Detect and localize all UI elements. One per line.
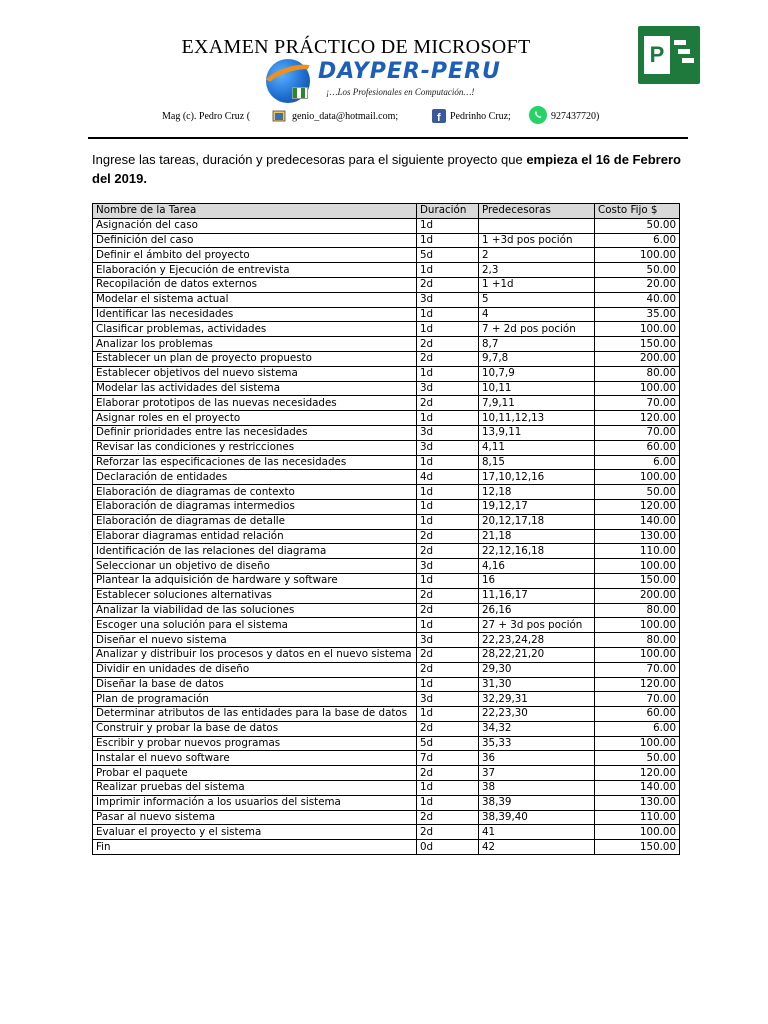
cell-predecessors: 22,23,30	[479, 707, 595, 722]
cell-predecessors: 16	[479, 573, 595, 588]
table-row	[93, 366, 680, 381]
cell-duration: 2d	[417, 277, 479, 292]
table-row	[93, 781, 680, 796]
cell-predecessors: 31,30	[479, 677, 595, 692]
cell-predecessors: 37	[479, 766, 595, 781]
cell-predecessors: 36	[479, 751, 595, 766]
cell-duration: 1d	[417, 263, 479, 278]
cell-task-name: Escoger una solución para el sistema	[93, 618, 417, 633]
cell-fixed-cost: 100.00	[595, 736, 680, 751]
cell-task-name: Elaborar prototipos de las nuevas necesidades	[93, 396, 417, 411]
cell-duration: 4d	[417, 470, 479, 485]
task-table	[92, 203, 680, 855]
table-row	[93, 307, 680, 322]
table-row	[93, 248, 680, 263]
table-row	[93, 277, 680, 292]
cell-task-name: Declaración de entidades	[93, 470, 417, 485]
cell-task-name: Evaluar el proyecto y el sistema	[93, 825, 417, 840]
cell-fixed-cost: 50.00	[595, 263, 680, 278]
page-title: EXAMEN PRÁCTICO DE MICROSOFT	[181, 36, 531, 58]
cell-fixed-cost: 100.00	[595, 248, 680, 263]
app-icon-letter: P	[644, 36, 670, 74]
table-row	[93, 662, 680, 677]
cell-fixed-cost: 140.00	[595, 781, 680, 796]
cell-fixed-cost: 70.00	[595, 692, 680, 707]
cell-duration: 1d	[417, 514, 479, 529]
whatsapp-icon	[528, 105, 548, 125]
cell-task-name: Definir el ámbito del proyecto	[93, 248, 417, 263]
table-row	[93, 603, 680, 618]
cell-task-name: Analizar y distribuir los procesos y datos en el nuevo sistema	[93, 647, 417, 662]
table-row	[93, 751, 680, 766]
table-row	[93, 840, 680, 855]
cell-predecessors: 9,7,8	[479, 351, 595, 366]
cell-predecessors: 26,16	[479, 603, 595, 618]
cell-fixed-cost: 200.00	[595, 588, 680, 603]
table-row	[93, 514, 680, 529]
cell-task-name: Clasificar problemas, actividades	[93, 322, 417, 337]
cell-task-name: Revisar las condiciones y restricciones	[93, 440, 417, 455]
cell-fixed-cost: 50.00	[595, 485, 680, 500]
cell-predecessors: 7 + 2d pos poción	[479, 322, 595, 337]
table-row	[93, 573, 680, 588]
table-row	[93, 411, 680, 426]
cell-duration: 7d	[417, 751, 479, 766]
cell-predecessors: 4,11	[479, 440, 595, 455]
table-row	[93, 692, 680, 707]
cell-task-name: Definir prioridades entre las necesidades	[93, 425, 417, 440]
cell-fixed-cost: 100.00	[595, 647, 680, 662]
contact-email: genio_data@hotmail.com;	[292, 111, 399, 122]
header-fixed-cost: Costo Fijo $	[595, 204, 680, 219]
cell-predecessors: 38	[479, 781, 595, 796]
cell-duration: 3d	[417, 559, 479, 574]
cell-predecessors: 34,32	[479, 721, 595, 736]
cell-task-name: Establecer soluciones alternativas	[93, 588, 417, 603]
cell-fixed-cost: 110.00	[595, 810, 680, 825]
cell-fixed-cost: 35.00	[595, 307, 680, 322]
cell-predecessors: 1 +3d pos poción	[479, 233, 595, 248]
cell-duration: 3d	[417, 381, 479, 396]
header-divider	[88, 137, 688, 139]
cell-task-name: Elaboración de diagramas de detalle	[93, 514, 417, 529]
cell-predecessors: 4	[479, 307, 595, 322]
svg-text:f: f	[437, 112, 441, 123]
cell-task-name: Determinar atributos de las entidades para la base de datos	[93, 707, 417, 722]
cell-fixed-cost: 150.00	[595, 573, 680, 588]
cell-task-name: Elaborar diagramas entidad relación	[93, 529, 417, 544]
cell-duration: 3d	[417, 425, 479, 440]
table-row	[93, 559, 680, 574]
cell-duration: 1d	[417, 218, 479, 233]
cell-predecessors: 12,18	[479, 485, 595, 500]
header-duration: Duración	[417, 204, 479, 219]
cell-fixed-cost: 6.00	[595, 233, 680, 248]
cell-task-name: Elaboración de diagramas intermedios	[93, 499, 417, 514]
logo-tagline: ¡…Los Profesionales en Computación…!	[326, 87, 475, 97]
cell-fixed-cost: 100.00	[595, 825, 680, 840]
table-row	[93, 647, 680, 662]
cell-task-name: Recopilación de datos externos	[93, 277, 417, 292]
cell-fixed-cost: 130.00	[595, 795, 680, 810]
cell-predecessors: 17,10,12,16	[479, 470, 595, 485]
table-row	[93, 499, 680, 514]
cell-task-name: Definición del caso	[93, 233, 417, 248]
contact-phone: 927437720)	[551, 111, 600, 122]
cell-task-name: Fin	[93, 840, 417, 855]
cell-task-name: Elaboración de diagramas de contexto	[93, 485, 417, 500]
cell-duration: 3d	[417, 692, 479, 707]
microsoft-project-icon	[638, 26, 700, 84]
cell-fixed-cost: 200.00	[595, 351, 680, 366]
cell-task-name: Analizar la viabilidad de las soluciones	[93, 603, 417, 618]
table-row	[93, 618, 680, 633]
cell-task-name: Instalar el nuevo software	[93, 751, 417, 766]
cell-duration: 1d	[417, 455, 479, 470]
contact-author: Mag (c). Pedro Cruz (	[162, 111, 251, 122]
cell-fixed-cost: 130.00	[595, 529, 680, 544]
cell-task-name: Dividir en unidades de diseño	[93, 662, 417, 677]
cell-predecessors: 22,12,16,18	[479, 544, 595, 559]
cell-fixed-cost: 100.00	[595, 618, 680, 633]
cell-predecessors: 8,7	[479, 337, 595, 352]
cell-duration: 0d	[417, 840, 479, 855]
table-row	[93, 529, 680, 544]
cell-duration: 3d	[417, 633, 479, 648]
table-row	[93, 721, 680, 736]
cell-duration: 1d	[417, 618, 479, 633]
dayper-peru-logo	[262, 57, 512, 105]
table-row	[93, 470, 680, 485]
cell-predecessors: 20,12,17,18	[479, 514, 595, 529]
flag-icon	[292, 87, 308, 99]
table-row	[93, 337, 680, 352]
cell-predecessors	[479, 218, 595, 233]
cell-duration: 2d	[417, 603, 479, 618]
cell-fixed-cost: 80.00	[595, 366, 680, 381]
cell-predecessors: 10,11,12,13	[479, 411, 595, 426]
cell-duration: 5d	[417, 736, 479, 751]
email-icon	[272, 109, 286, 123]
cell-duration: 5d	[417, 248, 479, 263]
cell-duration: 2d	[417, 647, 479, 662]
cell-duration: 3d	[417, 292, 479, 307]
cell-duration: 1d	[417, 307, 479, 322]
cell-predecessors: 1 +1d	[479, 277, 595, 292]
table-row	[93, 795, 680, 810]
cell-fixed-cost: 140.00	[595, 514, 680, 529]
cell-duration: 1d	[417, 781, 479, 796]
cell-task-name: Probar el paquete	[93, 766, 417, 781]
instructions	[92, 150, 682, 188]
cell-task-name: Reforzar las especificaciones de las necesidades	[93, 455, 417, 470]
cell-predecessors: 4,16	[479, 559, 595, 574]
cell-predecessors: 8,15	[479, 455, 595, 470]
cell-task-name: Establecer un plan de proyecto propuesto	[93, 351, 417, 366]
cell-task-name: Asignar roles en el proyecto	[93, 411, 417, 426]
table-row	[93, 322, 680, 337]
cell-predecessors: 19,12,17	[479, 499, 595, 514]
table-row	[93, 766, 680, 781]
table-row	[93, 455, 680, 470]
table-row	[93, 736, 680, 751]
cell-predecessors: 11,16,17	[479, 588, 595, 603]
cell-task-name: Modelar las actividades del sistema	[93, 381, 417, 396]
cell-task-name: Identificar las necesidades	[93, 307, 417, 322]
cell-duration: 2d	[417, 766, 479, 781]
cell-predecessors: 2	[479, 248, 595, 263]
cell-task-name: Diseñar el nuevo sistema	[93, 633, 417, 648]
cell-fixed-cost: 40.00	[595, 292, 680, 307]
cell-fixed-cost: 60.00	[595, 707, 680, 722]
table-row	[93, 218, 680, 233]
cell-task-name: Diseñar la base de datos	[93, 677, 417, 692]
table-row	[93, 292, 680, 307]
instructions-bold: empieza el 16 de Febrero del 2019.	[92, 152, 681, 186]
cell-fixed-cost: 120.00	[595, 677, 680, 692]
cell-task-name: Asignación del caso	[93, 218, 417, 233]
cell-predecessors: 27 + 3d pos poción	[479, 618, 595, 633]
cell-predecessors: 32,29,31	[479, 692, 595, 707]
cell-fixed-cost: 120.00	[595, 411, 680, 426]
cell-fixed-cost: 50.00	[595, 751, 680, 766]
table-header-row	[93, 204, 680, 219]
table-row	[93, 381, 680, 396]
cell-fixed-cost: 150.00	[595, 337, 680, 352]
cell-duration: 1d	[417, 499, 479, 514]
cell-predecessors: 13,9,11	[479, 425, 595, 440]
cell-fixed-cost: 6.00	[595, 455, 680, 470]
cell-duration: 1d	[417, 485, 479, 500]
cell-fixed-cost: 100.00	[595, 381, 680, 396]
cell-duration: 1d	[417, 707, 479, 722]
cell-predecessors: 38,39	[479, 795, 595, 810]
cell-task-name: Establecer objetivos del nuevo sistema	[93, 366, 417, 381]
table-row	[93, 810, 680, 825]
cell-duration: 1d	[417, 233, 479, 248]
cell-fixed-cost: 100.00	[595, 322, 680, 337]
cell-task-name: Plantear la adquisición de hardware y software	[93, 573, 417, 588]
cell-predecessors: 5	[479, 292, 595, 307]
header-task-name: Nombre de la Tarea	[93, 204, 417, 219]
cell-fixed-cost: 110.00	[595, 544, 680, 559]
cell-predecessors: 21,18	[479, 529, 595, 544]
cell-fixed-cost: 150.00	[595, 840, 680, 855]
cell-fixed-cost: 20.00	[595, 277, 680, 292]
cell-fixed-cost: 100.00	[595, 559, 680, 574]
cell-duration: 1d	[417, 366, 479, 381]
cell-fixed-cost: 120.00	[595, 766, 680, 781]
cell-predecessors: 41	[479, 825, 595, 840]
cell-fixed-cost: 70.00	[595, 662, 680, 677]
cell-fixed-cost: 80.00	[595, 633, 680, 648]
cell-fixed-cost: 50.00	[595, 218, 680, 233]
table-row	[93, 825, 680, 840]
table-row	[93, 707, 680, 722]
cell-fixed-cost: 100.00	[595, 470, 680, 485]
cell-fixed-cost: 70.00	[595, 425, 680, 440]
table-row	[93, 544, 680, 559]
table-row	[93, 440, 680, 455]
cell-duration: 2d	[417, 396, 479, 411]
cell-fixed-cost: 80.00	[595, 603, 680, 618]
header-predecessors: Predecesoras	[479, 204, 595, 219]
cell-duration: 1d	[417, 322, 479, 337]
cell-duration: 2d	[417, 351, 479, 366]
cell-fixed-cost: 70.00	[595, 396, 680, 411]
cell-duration: 2d	[417, 721, 479, 736]
cell-predecessors: 38,39,40	[479, 810, 595, 825]
cell-duration: 2d	[417, 529, 479, 544]
cell-task-name: Escribir y probar nuevos programas	[93, 736, 417, 751]
table-row	[93, 588, 680, 603]
cell-duration: 1d	[417, 677, 479, 692]
cell-predecessors: 29,30	[479, 662, 595, 677]
cell-predecessors: 28,22,21,20	[479, 647, 595, 662]
cell-fixed-cost: 120.00	[595, 499, 680, 514]
table-row	[93, 396, 680, 411]
contact-facebook: Pedrinho Cruz;	[450, 111, 511, 122]
cell-task-name: Elaboración y Ejecución de entrevista	[93, 263, 417, 278]
cell-predecessors: 22,23,24,28	[479, 633, 595, 648]
facebook-icon	[432, 109, 446, 123]
cell-task-name: Seleccionar un objetivo de diseño	[93, 559, 417, 574]
table-row	[93, 677, 680, 692]
cell-duration: 2d	[417, 825, 479, 840]
cell-duration: 2d	[417, 544, 479, 559]
cell-task-name: Construir y probar la base de datos	[93, 721, 417, 736]
cell-predecessors: 10,11	[479, 381, 595, 396]
cell-fixed-cost: 6.00	[595, 721, 680, 736]
cell-duration: 2d	[417, 662, 479, 677]
cell-predecessors: 7,9,11	[479, 396, 595, 411]
cell-duration: 2d	[417, 588, 479, 603]
cell-duration: 1d	[417, 795, 479, 810]
cell-predecessors: 42	[479, 840, 595, 855]
table-row	[93, 485, 680, 500]
cell-predecessors: 35,33	[479, 736, 595, 751]
cell-duration: 2d	[417, 810, 479, 825]
cell-task-name: Realizar pruebas del sistema	[93, 781, 417, 796]
cell-task-name: Plan de programación	[93, 692, 417, 707]
table-row	[93, 263, 680, 278]
table-row	[93, 425, 680, 440]
cell-task-name: Modelar el sistema actual	[93, 292, 417, 307]
table-row	[93, 633, 680, 648]
logo-name: DAYPER-PERU	[318, 59, 501, 84]
cell-predecessors: 10,7,9	[479, 366, 595, 381]
cell-duration: 1d	[417, 573, 479, 588]
cell-duration: 3d	[417, 440, 479, 455]
cell-task-name: Imprimir información a los usuarios del sistema	[93, 795, 417, 810]
cell-predecessors: 2,3	[479, 263, 595, 278]
cell-duration: 2d	[417, 337, 479, 352]
table-row	[93, 233, 680, 248]
cell-fixed-cost: 60.00	[595, 440, 680, 455]
table-row	[93, 351, 680, 366]
cell-task-name: Identificación de las relaciones del diagrama	[93, 544, 417, 559]
cell-task-name: Pasar al nuevo sistema	[93, 810, 417, 825]
cell-task-name: Analizar los problemas	[93, 337, 417, 352]
cell-duration: 1d	[417, 411, 479, 426]
instructions-text: Ingrese las tareas, duración y predecesoras para el siguiente proyecto que	[92, 152, 527, 167]
